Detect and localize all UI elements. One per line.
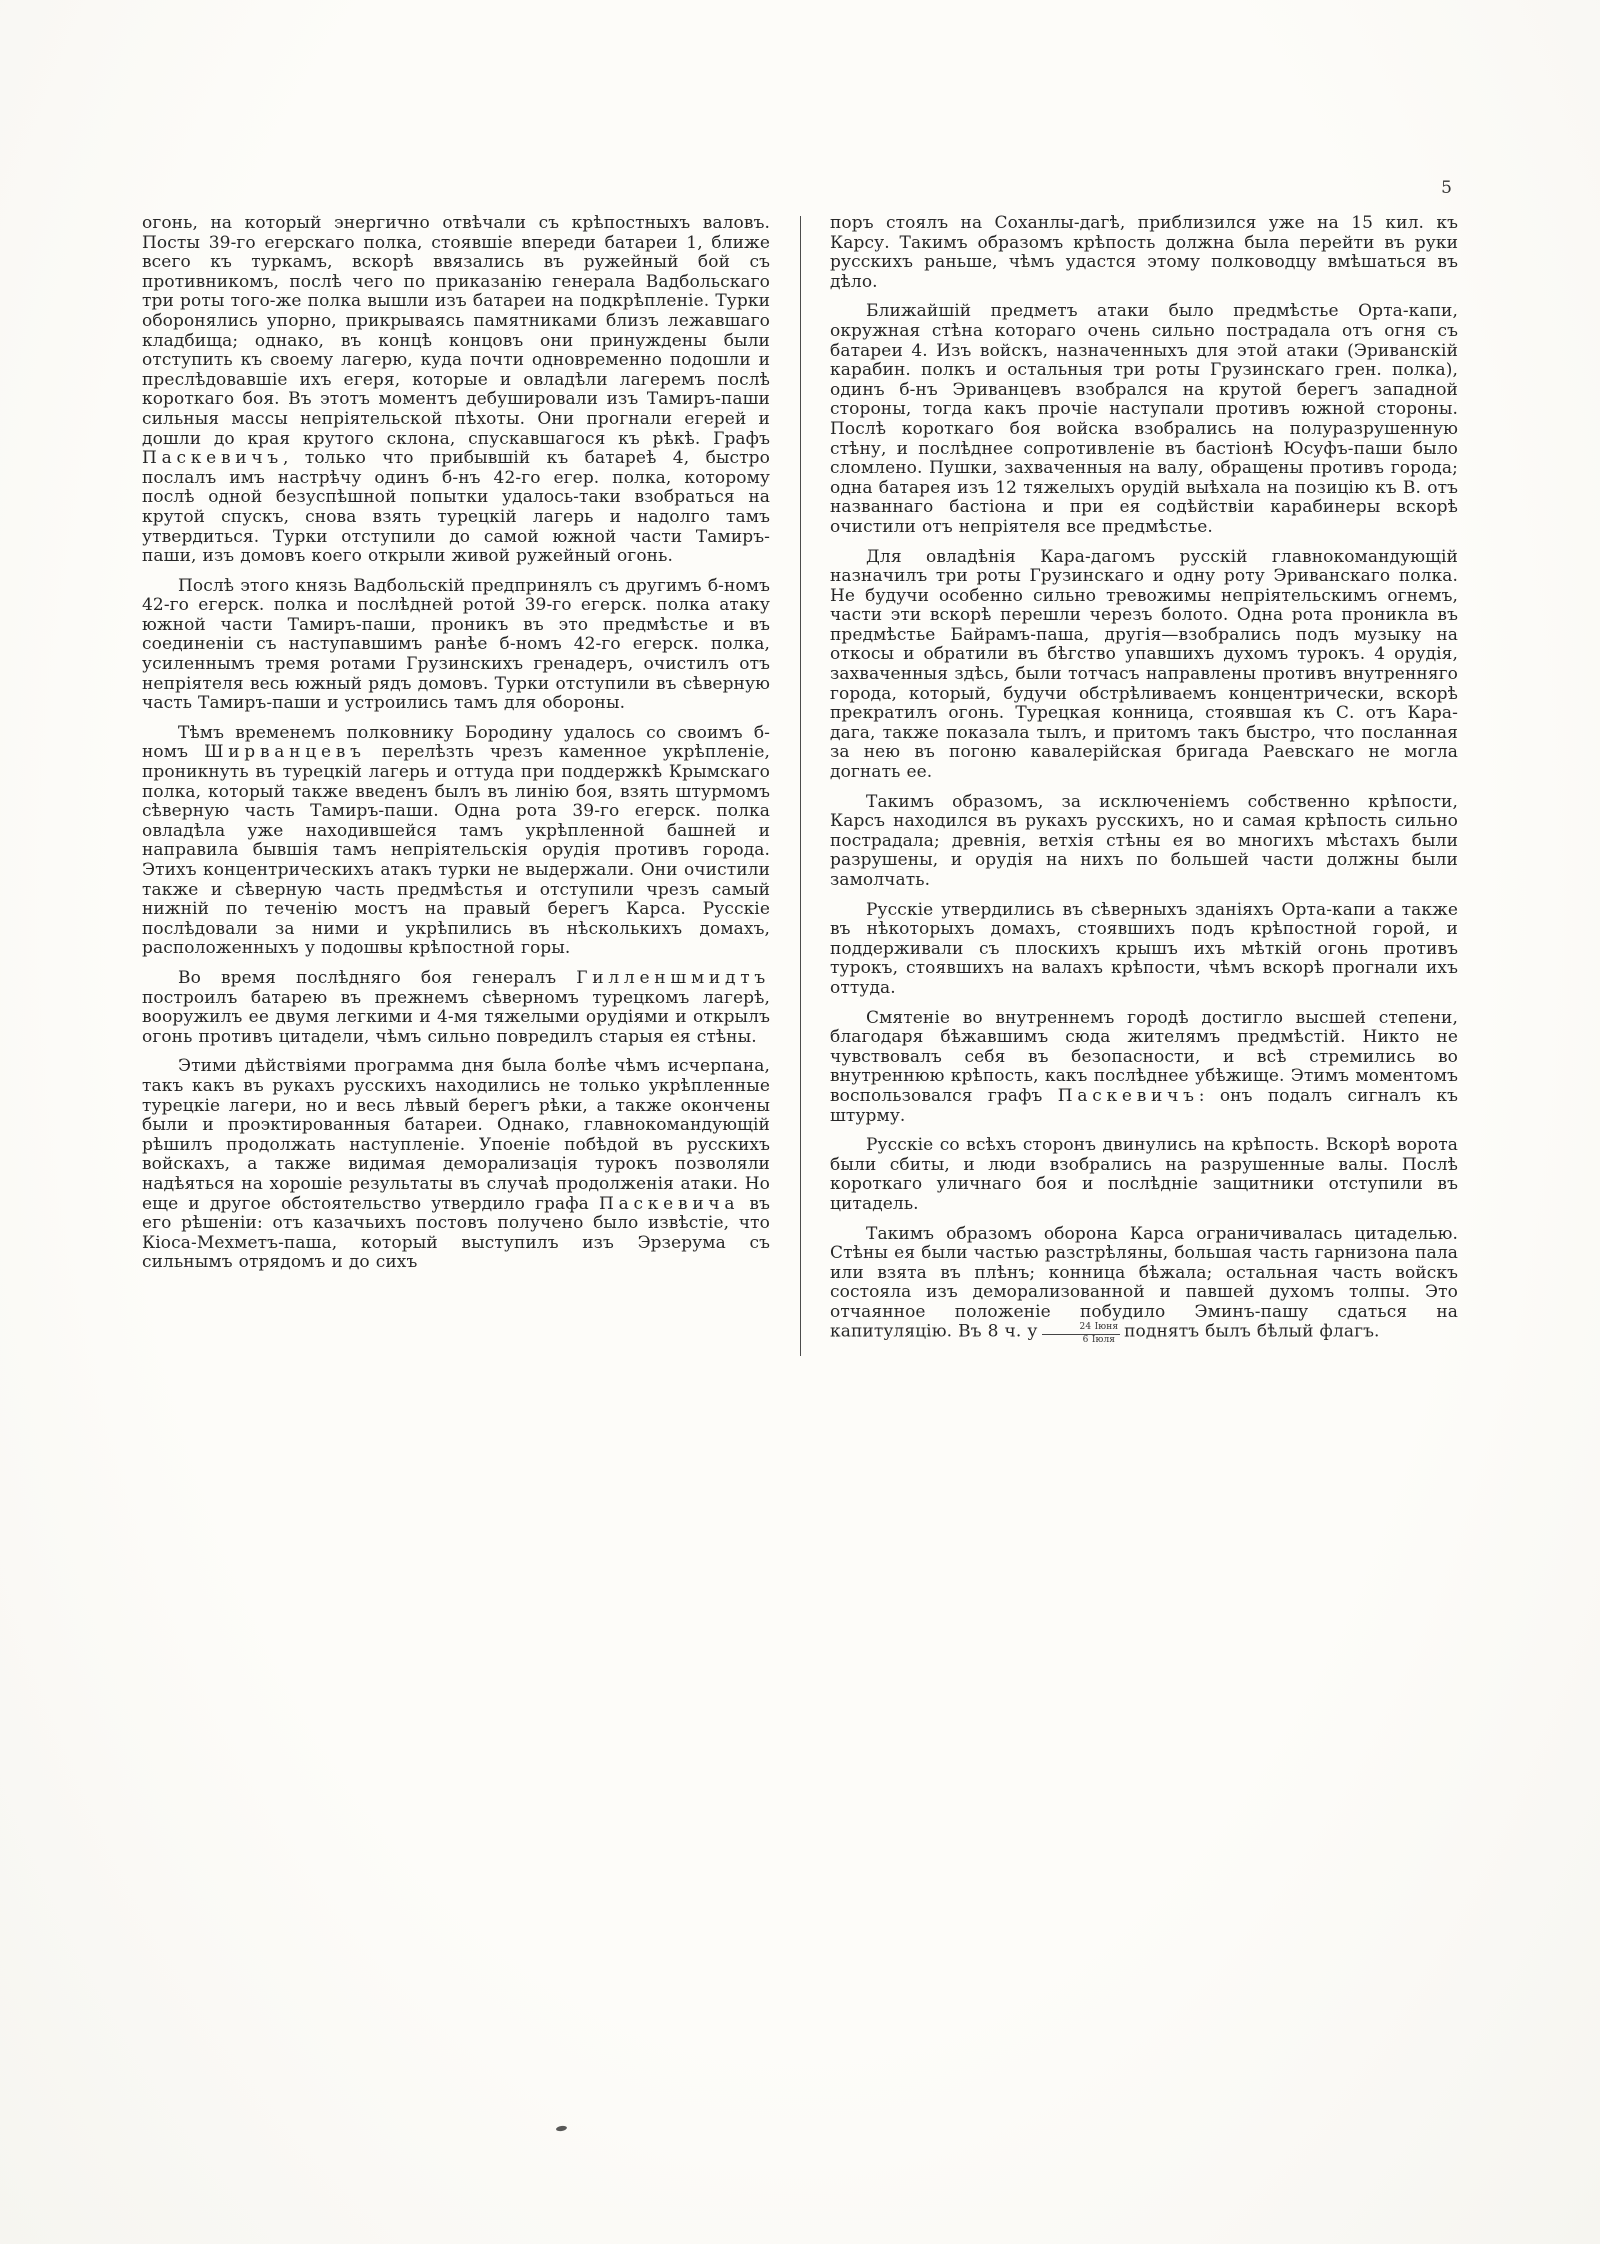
paragraph — [830, 1225, 1458, 1346]
text-run: Такимъ образомъ оборона Карса ограничивалась цитаделью. Стѣны ея были частью разстрѣляны, большая часть гарнизона пала или взята въ плѣнъ; конница бѣжала; остальная часть войскъ состояла изъ деморализованной и павшей духомъ толпы. Это отчаянное положеніе побудило Эминъ-пашу сдаться на капитуляцію. Въ 8 ч. у — [830, 1223, 1458, 1342]
paragraph — [830, 1009, 1458, 1127]
text-block — [142, 214, 1458, 1356]
text-run: Послѣ этого князь Вадбольскій предпринялъ съ другимъ б-номъ 42-го егерск. полка и послѣдней ротой 39-го егерск. полка атаку южной части Тамиръ-паши, проникъ въ это предмѣстье и въ соединеніи съ наступавшимъ ранѣе б-номъ 42-го егерск. полка, усиленнымъ тремя ротами Грузинскихъ гренадеръ, очистилъ отъ непріятеля весь южный рядъ домовъ. Турки отступили въ сѣверную часть Тамиръ-паши и устроились тамъ для обороны. — [142, 575, 770, 714]
emphasized-name: Паскевичъ — [142, 448, 283, 469]
paragraph — [142, 577, 770, 714]
scan-speck — [556, 2125, 568, 2132]
text-run: : онъ подалъ сигналъ къ штурму. — [830, 1085, 1458, 1126]
emphasized-name: Ширванцевъ — [204, 742, 366, 763]
text-run: , только что прибывшій къ батареѣ 4, быстро послалъ имъ настрѣчу одинъ б-нъ 42-го егер. полка, которому послѣ одной безуспѣшной попытки удалось-таки взобраться на крутой спускъ, снова взять турецкій лагерь и надолго тамъ утвердиться. Турки отступили до самой южной части Тамиръ-паши, изъ домовъ коего открыли живой ружейный огонь. — [142, 448, 770, 567]
text-run: поднятъ былъ бѣлый флагъ. — [1124, 1321, 1380, 1342]
paragraph — [830, 1136, 1458, 1214]
text-run: Русскіе утвердились въ сѣверныхъ зданіяхъ Орта-капи а также въ нѣкоторыхъ домахъ, стоявшихъ подъ крѣпостной горой, и поддерживали съ плоскихъ крышъ ихъ мѣткій огонь противъ турокъ, стоявшихъ на валахъ крѣпости, чѣмъ вскорѣ прогнали ихъ оттуда. — [830, 899, 1458, 998]
right-column — [830, 214, 1458, 1356]
paragraph — [830, 548, 1458, 783]
text-run: Для овладѣнія Кара-дагомъ русскій главнокомандующій назначилъ три роты Грузинскаго и одну роту Эриванскаго полка. Не будучи особенно сильно тревожимы непріятельскимъ огнемъ, части эти вскорѣ перешли черезъ болото. Одна рота проникла въ предмѣстье Байрамъ-паша, другія—взобрались подъ музыку на откосы и обратили въ бѣгство упавшихъ духомъ турокъ. 4 орудія, захваченныя здѣсь, были тотчасъ направлены противъ внутренняго города, который, будучи обстрѣливаемъ концентрически, вскорѣ прекратилъ огонь. Турецкая конница, стоявшая къ С. отъ Кара-дага, также показала тылъ, и притомъ такъ быстро, что посланная за нею въ погоню кавалерійская бригада Раевскаго не могла догнать ее. — [830, 546, 1458, 783]
date-fraction: $\frac{\text{24 Іюня}}{\text{6 Іюля}}$ — [1042, 1322, 1121, 1346]
left-column — [142, 214, 770, 1356]
text-run: въ его рѣшеніи: отъ казачьихъ постовъ получено было извѣстіе, что Кіоса-Мехметъ-паша, который выступилъ изъ Эрзерума съ сильнымъ отрядомъ и до сихъ — [142, 1193, 771, 1273]
emphasized-name: Паскевича — [599, 1193, 740, 1214]
text-run: перелѣзть чрезъ каменное укрѣпленіе, проникнуть въ турецкій лагерь и оттуда при поддержкѣ Крымскаго полка, который также введенъ былъ въ линію боя, взять штурмомъ сѣверную часть Тамиръ-паши. Одна рота 39-го егерск. полка овладѣла уже находившейся тамъ укрѣпленной башней и направила бывшія тамъ непріятельскія орудія противъ города. Этихъ концентрическихъ атакъ турки не выдержали. Они очистили также и сѣверную часть предмѣстья и отступили чрезъ самый нижній по теченію мостъ на правый берегъ Карса. Русскіе послѣдовали за ними и укрѣпились въ нѣсколькихъ домахъ, расположенныхъ у подошвы крѣпостной горы. — [142, 742, 770, 959]
text-run: огонь, на который энергично отвѣчали съ крѣпостныхъ валовъ. Посты 39-го егерскаго полка, стоявшіе впереди батареи 1, ближе всего къ туркамъ, вскорѣ ввязались въ ружейный бой съ противникомъ, послѣ чего по приказанію генерала Вадбольскаго три роты того-же полка вышли изъ батареи на подкрѣпленіе. Турки оборонялись упорно, прикрываясь памятниками близъ лежавшаго кладбища; однако, въ концѣ концовъ они принуждены были отступить къ своему лагерю, куда почти одновременно подошли и преслѣдовавшіе ихъ егеря, которые и овладѣли лагеремъ послѣ короткаго боя. Въ этотъ моментъ дебушировали изъ Тамиръ-паши сильныя массы непріятельской пѣхоты. Они прогнали егерей и дошли до края крутого склона, спускавшагося къ рѣкѣ. Графъ — [142, 213, 770, 449]
paragraph — [830, 214, 1458, 292]
text-run: Такимъ образомъ, за исключеніемъ собственно крѣпости, Карсъ находился въ рукахъ русскихъ, но и самая крѣпость сильно пострадала; древнія, ветхія стѣны ея во многихъ мѣстахъ были разрушены, и орудія на нихъ по большей части должны были замолчать. — [830, 791, 1458, 890]
paragraph — [142, 1057, 770, 1273]
paragraph — [830, 901, 1458, 999]
text-run: Ближайшій предметъ атаки было предмѣстье Орта-капи, окружная стѣна котораго очень сильно пострадала отъ огня съ батареи 4. Изъ войскъ, назначенныхъ для этой атаки (Эриванскій карабин. полкъ и остальныя три роты Грузинскаго грен. полка), одинъ б-нъ Эриванцевъ взобрался на крутой берегъ западной стороны, тогда какъ прочіе наступали противъ южной стороны. Послѣ короткаго боя войска взобрались на полуразрушенную стѣну, и послѣднее сопротивленіе въ бастіонѣ Юсуфъ-паши было сломлено. Пушки, захваченныя на валу, обращены противъ города; одна батарея изъ 12 тяжелыхъ орудій выѣхала на позицію къ В. отъ названнаго бастіона и при ея содѣйствіи карабинеры вскорѣ очистили отъ непріятеля все предмѣстье. — [830, 301, 1458, 537]
text-run: построилъ батарею въ прежнемъ сѣверномъ турецкомъ лагерѣ, вооружилъ ее двумя легкими и 4-мя тяжелыми орудіями и открылъ огонь противъ цитадели, чѣмъ сильно повредилъ старыя ея стѣны. — [142, 987, 770, 1047]
page-number: 5 — [1441, 178, 1452, 198]
text-run: Русскіе со всѣхъ сторонъ двинулись на крѣпость. Вскорѣ ворота были сбиты, и люди взобрались на разрушенные валы. Послѣ короткаго уличнаго боя и послѣдніе защитники отступили въ цитадель. — [830, 1135, 1458, 1214]
column-divider — [800, 216, 801, 1356]
text-run: Во время послѣдняго боя генералъ — [178, 967, 577, 988]
text-run: Этими дѣйствіями программа дня была болѣе чѣмъ исчерпана, такъ какъ въ рукахъ русскихъ находились не только укрѣпленные турецкіе лагери, но и весь лѣвый берегъ рѣки, а также окончены были и проэктированныя батареи. Однако, главнокомандующій рѣшилъ продолжать наступленіе. Упоеніе побѣдой въ русскихъ войскахъ, а также видимая деморализація турокъ позволяли надѣяться на хорошіе результаты въ случаѣ продолженія атаки. Но еще и другое обстоятельство утвердило графа — [142, 1056, 770, 1214]
text-run: поръ стоялъ на Соханлы-дагѣ, приблизился уже на 15 кил. къ Карсу. Такимъ образомъ крѣпость должна была перейти въ руки русскихъ раньше, чѣмъ удастся этому полководцу вмѣшаться въ дѣло. — [830, 213, 1458, 292]
paragraph — [142, 214, 770, 567]
text-run: Тѣмъ временемъ полковнику Бородину удалось со своимъ б-номъ — [142, 722, 770, 763]
paragraph — [830, 302, 1458, 537]
paragraph — [830, 793, 1458, 891]
paragraph — [142, 724, 770, 959]
paragraph — [142, 969, 770, 1047]
text-run: Смятеніе во внутреннемъ городѣ достигло высшей степени, благодаря бѣжавшимъ сюда жителямъ предмѣстій. Никто не чувствовалъ себя въ безопасности, и всѣ стремились во внутреннюю крѣпость, какъ послѣднее убѣжище. Этимъ моментомъ воспользовался графъ — [830, 1007, 1458, 1106]
emphasized-name: Паскевичъ — [1057, 1085, 1199, 1106]
emphasized-name: Гилленшмидтъ — [576, 967, 770, 988]
